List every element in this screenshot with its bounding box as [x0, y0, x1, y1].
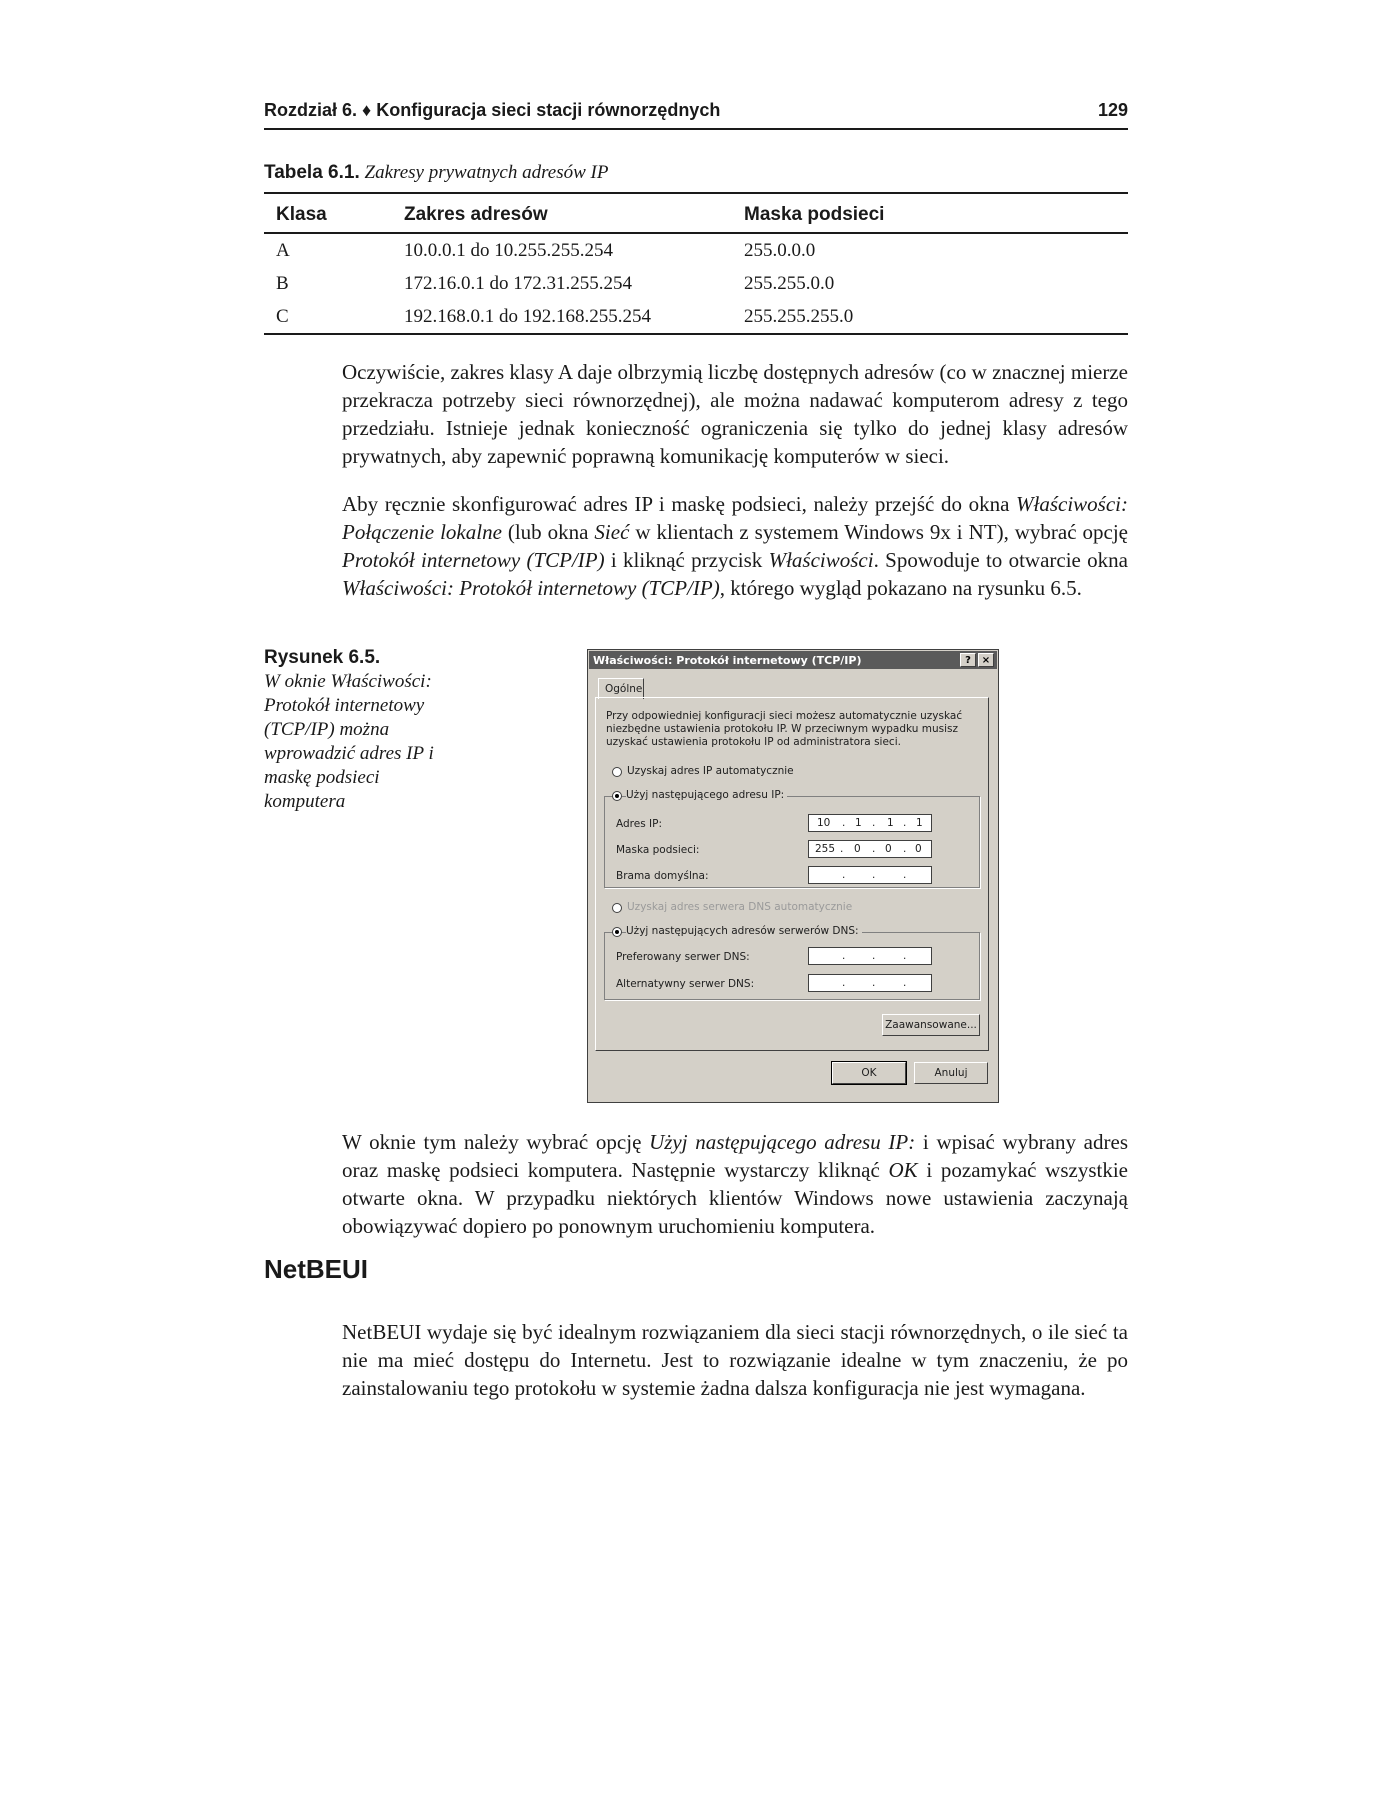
paragraph-4: NetBEUI wydaje się być idealnym rozwiązaniem dla sieci stacji równorzędnych, o ile sieć ta nie ma mieć dostępu do Internetu. Jest to rozwiązanie idealne w tym znaczeniu, że po zainstalowaniu tego protokołu w systemie żadna dalsza konfiguracja nie jest wymagana. [342, 1320, 1128, 1400]
text-run: , którego wygląd pokazano na rysunku 6.5. [719, 576, 1082, 600]
table-row [264, 300, 1128, 333]
table-cell: 255.0.0.0 [744, 240, 816, 261]
subnet-mask-field[interactable]: 255 . 0 . 0 . 0 [808, 840, 932, 858]
bullet-glyph: ♦ [362, 100, 372, 120]
table-cell: A [276, 240, 290, 261]
subnet-mask-label: Maska podsieci: [616, 844, 700, 856]
mask-octet: 0 [885, 843, 892, 855]
text-run: i kliknąć przycisk [604, 548, 769, 572]
text-run-italic: Właściwości [768, 548, 874, 572]
alternate-dns-field[interactable]: . . . [808, 974, 932, 992]
table-cell: 192.168.0.1 do 192.168.255.254 [404, 306, 651, 327]
table-cell: 172.16.0.1 do 172.31.255.254 [404, 273, 632, 294]
text-run-italic: Sieć [594, 520, 630, 544]
gateway-field[interactable]: . . . [808, 866, 932, 884]
text-run-italic: Użyj następującego adresu IP: [649, 1130, 916, 1154]
table-caption-label: Tabela 6.1. [264, 162, 360, 183]
text-run-italic: OK [888, 1158, 918, 1182]
paragraph-1: Oczywiście, zakres klasy A daje olbrzymią liczbę dostępnych adresów (co w znacznej mierze przekracza potrzeby sieci równorzędnej), ale można nadawać komputerom adresy z tego przedziału. Istnieje jednak konieczność ograniczenia się tylko do jednej klasy adresów prywatnych, aby zapewnić poprawną komunikację komputerów w sieci. [342, 360, 1128, 468]
text-run: W oknie tym należy wybrać opcję [342, 1130, 650, 1154]
text-run-italic: Właściwości: Połączenie lokalne [342, 492, 1128, 544]
radio-manual-dns[interactable] [612, 927, 622, 937]
paragraph-2 [342, 490, 1128, 602]
running-head-title [264, 100, 720, 121]
radio-auto-dns-label: Uzyskaj adres serwera DNS automatycznie [627, 901, 853, 913]
text-run: Aby ręcznie skonfigurować adres IP i maskę podsieci, należy przejść do okna [342, 492, 1017, 516]
radio-auto-dns[interactable] [612, 903, 622, 913]
text-run-italic: Protokół internetowy (TCP/IP) [342, 548, 605, 572]
chapter-label: Rozdział 6. [264, 100, 358, 120]
cancel-button[interactable]: Anuluj [914, 1062, 988, 1084]
table-header-cell: Klasa [276, 204, 327, 225]
page-number: 129 [1097, 100, 1128, 120]
table-cell: 255.255.255.0 [744, 306, 854, 327]
radio-auto-ip-label: Uzyskaj adres IP automatycznie [627, 765, 794, 777]
figure-label: Rysunek 6.5. [264, 647, 381, 668]
section-heading: NetBEUI [264, 1254, 369, 1284]
running-head [264, 98, 1128, 130]
tab-general[interactable] [598, 678, 644, 699]
table-row [264, 267, 1128, 300]
ip-octet: 1 [887, 817, 894, 829]
table-cell: 255.255.0.0 [744, 273, 835, 294]
figure-caption [264, 646, 464, 814]
table-cell: B [276, 273, 289, 294]
ip-address-label: Adres IP: [616, 818, 662, 830]
dialog-titlebar[interactable] [589, 651, 997, 669]
text-run: i wpisać wybrany adres oraz maskę podsieci komputera. Następnie wystarczy kliknąć [342, 1130, 1128, 1182]
mask-octet: 255 [815, 843, 836, 855]
gateway-label: Brama domyślna: [616, 870, 709, 882]
info-text: Przy odpowiedniej konfiguracji sieci możesz automatycznie uzyskać niezbędne ustawienia protokołu IP. W przeciwnym wypadku musisz uzyskać ustawienia protokołu IP od administratora sieci. [606, 710, 963, 748]
table-cell: 10.0.0.1 do 10.255.255.254 [404, 240, 613, 261]
text-run: i pozamykać wszystkie otwarte okna. W przypadku niektórych klientów Windows nowe ustawienia zaczynają obowiązywać dopiero po ponownym uruchomieniu komputera. [342, 1158, 1128, 1238]
tab-general-label: Ogólne [605, 683, 643, 695]
table-caption-text: Zakresy prywatnych adresów IP [364, 162, 609, 183]
table-bottom-rule [264, 333, 1128, 335]
text-run: (lub okna [501, 520, 595, 544]
figure-caption-text: W oknie Właściwości: Protokół internetowy (TCP/IP) można wprowadzić adres IP i maskę podsieci komputera [264, 671, 434, 812]
dialog-title: Właściwości: Protokół internetowy (TCP/IP) [593, 654, 862, 667]
paragraph-3 [342, 1128, 1128, 1240]
help-button[interactable]: ? [960, 653, 976, 667]
close-button[interactable]: × [978, 653, 994, 667]
ok-button[interactable]: OK [832, 1062, 906, 1084]
ip-octet: 1 [916, 817, 923, 829]
preferred-dns-label: Preferowany serwer DNS: [616, 951, 750, 963]
radio-auto-ip[interactable] [612, 767, 622, 777]
radio-manual-ip-label: Użyj następującego adresu IP: [626, 789, 787, 801]
ip-octet: 10 [817, 817, 831, 829]
text-run: . Spowoduje to otwarcie okna [873, 548, 1128, 572]
preferred-dns-field[interactable]: . . . [808, 947, 932, 965]
ip-octet: 1 [855, 817, 862, 829]
alternate-dns-label: Alternatywny serwer DNS: [616, 978, 755, 990]
advanced-button[interactable]: Zaawansowane... [882, 1014, 980, 1036]
general-panel [595, 697, 989, 1051]
tcpip-properties-dialog [587, 649, 999, 1103]
table-header-cell: Zakres adresów [404, 204, 548, 225]
text-run: w klientach z systemem Windows 9x i NT), wybrać opcję [629, 520, 1128, 544]
table-header-cell: Maska podsieci [744, 204, 885, 225]
table-caption [264, 162, 608, 184]
mask-octet: 0 [854, 843, 861, 855]
chapter-title: Konfiguracja sieci stacji równorzędnych [376, 100, 721, 120]
radio-manual-dns-label: Użyj następujących adresów serwerów DNS: [626, 925, 862, 937]
table-top-rule [264, 192, 1128, 194]
table-header-row [264, 196, 1128, 232]
ip-ranges-table [264, 192, 1128, 335]
text-run-italic: Właściwości: Protokół internetowy (TCP/IP) [342, 576, 720, 600]
radio-manual-ip[interactable] [612, 791, 622, 801]
table-row [264, 234, 1128, 267]
mask-octet: 0 [915, 843, 922, 855]
ip-address-field[interactable]: 10 . 1 . 1 . 1 [808, 814, 932, 832]
table-cell: C [276, 306, 289, 327]
